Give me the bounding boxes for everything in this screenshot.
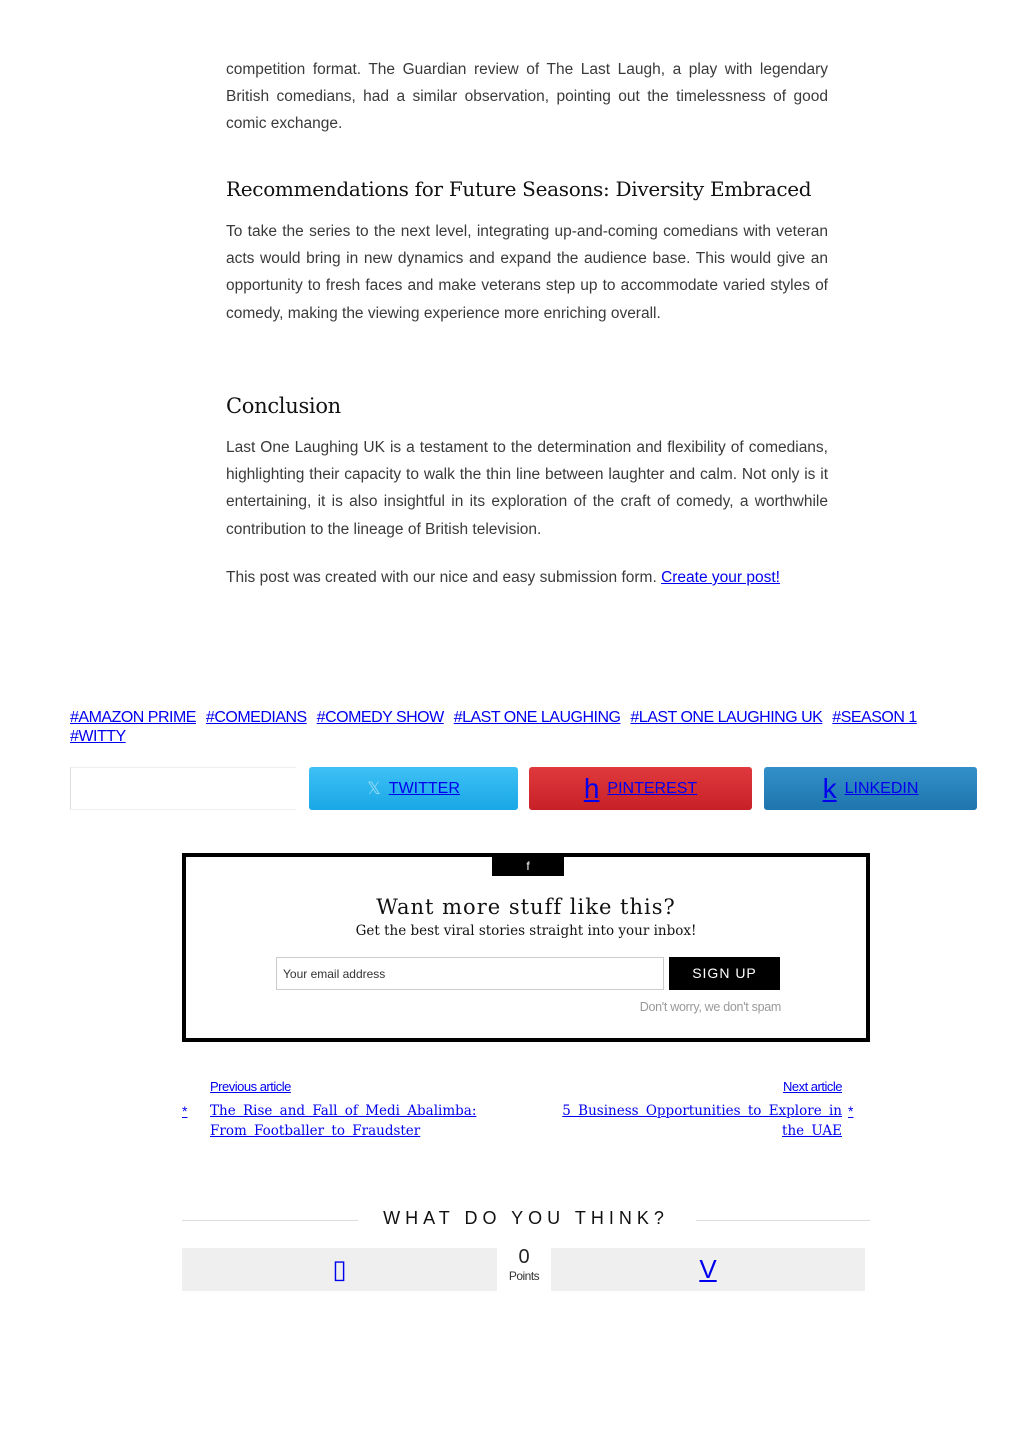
upvote-button[interactable]	[182, 1248, 497, 1291]
tag-link[interactable]: #COMEDY SHOW	[316, 709, 444, 726]
linkedin-share-button[interactable]	[764, 767, 977, 810]
tag-link[interactable]: #SEASON 1	[832, 709, 917, 726]
pinterest-icon: h	[583, 772, 600, 804]
feedback-heading	[182, 1208, 870, 1229]
newsletter-tab-icon: f	[492, 857, 564, 876]
twitter-share-label[interactable]: TWITTER	[388, 779, 460, 797]
points-counter	[497, 1245, 551, 1283]
tag-link[interactable]: #WITTY	[70, 728, 126, 745]
previous-arrow-icon[interactable]: *	[182, 1103, 188, 1119]
share-placeholder	[70, 767, 296, 810]
x-twitter-icon: 𝕏	[367, 779, 381, 798]
pinterest-share-label[interactable]: PINTEREST	[607, 779, 698, 797]
downvote-icon[interactable]: V	[699, 1254, 717, 1284]
downvote-button[interactable]	[551, 1248, 865, 1291]
newsletter-title: Want more stuff like this?	[376, 895, 676, 919]
recommendations-paragraph: To take the series to the next level, integrating up-and-coming comedians with veteran acts would bring in new dynamics and expand the audience base. This would give an opportunity to fresh faces and make veterans step up to accommodate varied styles of comedy, making the viewing experience more enriching overall.	[226, 223, 828, 322]
upvote-icon[interactable]: ▯	[332, 1254, 347, 1284]
recommendations-heading: Recommendations for Future Seasons: Diversity Embraced	[226, 177, 812, 201]
next-article-label[interactable]: Next article	[782, 1079, 842, 1094]
newsletter-note: Don't worry, we don't spam	[639, 1000, 781, 1014]
email-input[interactable]	[276, 957, 664, 990]
submission-note-text: This post was created with our nice and easy submission form.	[226, 569, 657, 586]
tag-link[interactable]: #LAST ONE LAUGHING	[453, 709, 621, 726]
newsletter-box	[182, 853, 870, 1042]
linkedin-share-label[interactable]: LINKEDIN	[844, 779, 919, 797]
tag-link[interactable]: #AMAZON PRIME	[70, 709, 196, 726]
linkedin-icon: k	[822, 772, 837, 804]
previous-article-link[interactable]: The Rise and Fall of Medi Abalimba: From Footballer to Fraudster	[210, 1103, 477, 1139]
feedback-section	[182, 1208, 870, 1230]
next-article-link[interactable]: 5 Business Opportunities to Explore in the UAE	[562, 1103, 842, 1139]
submission-note	[226, 564, 828, 591]
conclusion-heading: Conclusion	[226, 394, 341, 418]
sign-up-button[interactable]: SIGN UP	[669, 957, 780, 990]
newsletter-subtitle: Get the best viral stories straight into your inbox!	[355, 923, 697, 939]
tag-list	[70, 708, 930, 746]
twitter-share-button[interactable]	[309, 767, 518, 810]
tag-link[interactable]: #LAST ONE LAUGHING UK	[630, 709, 823, 726]
previous-article-label[interactable]: Previous article	[210, 1079, 291, 1094]
pinterest-share-button[interactable]	[529, 767, 752, 810]
next-arrow-icon[interactable]: *	[848, 1103, 854, 1119]
feedback-heading-text: WHAT DO YOU THINK?	[365, 1208, 687, 1228]
conclusion-paragraph: Last One Laughing UK is a testament to the determination and flexibility of comedians, highlighting their capacity to walk the thin line between laughter and calm. Not only is it entertaining, it is also insightful in its exploration of the craft of comedy, a worthwhile contribution to the lineage of British television.	[226, 439, 828, 538]
intro-paragraph: competition format. The Guardian review of The Last Laugh, a play with legendary British comedians, had a similar observation, pointing out the timelessness of good comic exchange.	[226, 61, 828, 133]
create-post-link[interactable]: Create your post!	[661, 569, 780, 586]
points-value: 0	[518, 1246, 530, 1268]
post-navigation	[182, 1079, 870, 1149]
tag-link[interactable]: #COMEDIANS	[205, 709, 307, 726]
points-label: Points	[508, 1269, 540, 1283]
